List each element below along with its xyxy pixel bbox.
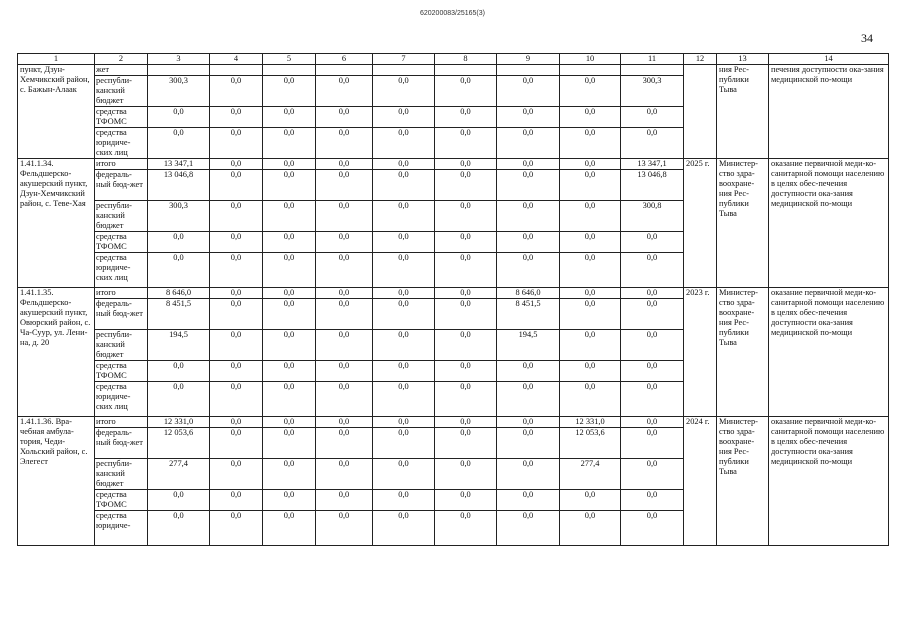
amount-cell: 0,0 [316, 76, 373, 107]
amount-cell: 0,0 [560, 382, 621, 417]
amount-cell: 13 347,1 [148, 159, 210, 170]
amount-cell: 12 331,0 [560, 417, 621, 428]
funding-source-cell: итого [95, 159, 148, 170]
amount-cell: 0,0 [560, 253, 621, 288]
amount-cell: 0,0 [373, 382, 435, 417]
amount-cell: 0,0 [210, 330, 263, 361]
amount-cell: 0,0 [263, 170, 316, 201]
amount-cell: 0,0 [263, 490, 316, 511]
amount-cell: 0,0 [621, 299, 684, 330]
amount-cell: 0,0 [148, 253, 210, 288]
amount-cell: 0,0 [621, 128, 684, 159]
amount-cell: 194,5 [148, 330, 210, 361]
amount-cell: 0,0 [263, 288, 316, 299]
amount-cell: 0,0 [148, 382, 210, 417]
object-name-cell: 1.41.1.34. Фельдшерско-акушерский пункт, Дзун-Хемчикский район, с. Теве-Хая [18, 159, 95, 288]
funding-source-cell: федераль-ный бюд-жет [95, 170, 148, 201]
amount-cell: 0,0 [621, 107, 684, 128]
column-number: 8 [435, 54, 497, 65]
funding-source-cell: средства ТФОМС [95, 490, 148, 511]
page-number: 34 [861, 31, 873, 45]
amount-cell: 0,0 [435, 417, 497, 428]
amount-cell: 0,0 [210, 232, 263, 253]
amount-cell: 0,0 [497, 511, 560, 546]
purpose-cell: печения доступности ока-зания медицинской по-мощи [769, 65, 889, 159]
amount-cell [373, 65, 435, 76]
funding-source-cell: итого [95, 288, 148, 299]
amount-cell: 0,0 [373, 76, 435, 107]
amount-cell: 0,0 [560, 201, 621, 232]
amount-cell: 0,0 [263, 330, 316, 361]
amount-cell: 13 046,8 [148, 170, 210, 201]
amount-cell: 0,0 [373, 299, 435, 330]
amount-cell: 0,0 [148, 107, 210, 128]
amount-cell: 0,0 [435, 128, 497, 159]
amount-cell: 0,0 [263, 299, 316, 330]
amount-cell: 0,0 [435, 201, 497, 232]
funding-source-cell: средства юридиче-ских лиц [95, 382, 148, 417]
amount-cell: 0,0 [373, 459, 435, 490]
amount-cell: 0,0 [560, 107, 621, 128]
amount-cell: 0,0 [435, 159, 497, 170]
amount-cell: 0,0 [621, 361, 684, 382]
budget-table [17, 53, 889, 546]
amount-cell: 0,0 [560, 170, 621, 201]
amount-cell: 0,0 [263, 76, 316, 107]
amount-cell: 0,0 [210, 76, 263, 107]
amount-cell: 0,0 [560, 511, 621, 546]
funding-source-cell: республи-канский бюджет [95, 330, 148, 361]
amount-cell: 0,0 [373, 253, 435, 288]
amount-cell: 0,0 [373, 361, 435, 382]
amount-cell: 0,0 [263, 232, 316, 253]
amount-cell: 0,0 [263, 128, 316, 159]
amount-cell: 0,0 [316, 330, 373, 361]
amount-cell: 0,0 [497, 170, 560, 201]
amount-cell: 0,0 [560, 299, 621, 330]
amount-cell: 277,4 [148, 459, 210, 490]
amount-cell: 194,5 [497, 330, 560, 361]
purpose-cell: оказание первичной меди-ко-санитарной помощи населению в целях обес-печения доступности ока-зания медицинской по-мощи [769, 417, 889, 546]
column-number: 7 [373, 54, 435, 65]
executor-cell: Министер-ство здра-воохране-ния Рес-публики Тыва [717, 159, 769, 288]
amount-cell: 0,0 [560, 76, 621, 107]
amount-cell: 0,0 [210, 490, 263, 511]
amount-cell: 13 046,8 [621, 170, 684, 201]
funding-source-cell: федераль-ный бюд-жет [95, 428, 148, 459]
column-number: 13 [717, 54, 769, 65]
amount-cell: 12 331,0 [148, 417, 210, 428]
column-number: 2 [95, 54, 148, 65]
amount-cell: 0,0 [621, 490, 684, 511]
year-cell [684, 65, 717, 159]
executor-cell: Министер-ство здра-воохране-ния Рес-публики Тыва [717, 417, 769, 546]
funding-source-cell: республи-канский бюджет [95, 201, 148, 232]
amount-cell [621, 65, 684, 76]
amount-cell: 0,0 [373, 159, 435, 170]
amount-cell: 12 053,6 [148, 428, 210, 459]
executor-cell: ния Рес-публики Тыва [717, 65, 769, 159]
amount-cell: 0,0 [497, 428, 560, 459]
amount-cell: 0,0 [148, 128, 210, 159]
amount-cell [210, 65, 263, 76]
amount-cell: 0,0 [316, 382, 373, 417]
amount-cell: 0,0 [210, 428, 263, 459]
amount-cell: 0,0 [210, 299, 263, 330]
document-id: 620200083/25165(3) [419, 10, 485, 17]
amount-cell: 0,0 [316, 253, 373, 288]
amount-cell: 0,0 [435, 330, 497, 361]
amount-cell: 0,0 [148, 361, 210, 382]
object-name-cell: пункт, Дзун-Хемчикский район, с. Бажын-Алаак [18, 65, 95, 159]
table-row [18, 417, 889, 428]
year-cell: 2024 г. [684, 417, 717, 546]
amount-cell: 0,0 [316, 170, 373, 201]
amount-cell: 0,0 [435, 107, 497, 128]
amount-cell: 0,0 [560, 490, 621, 511]
amount-cell: 0,0 [148, 490, 210, 511]
funding-source-cell: средства ТФОМС [95, 361, 148, 382]
amount-cell: 0,0 [373, 511, 435, 546]
amount-cell: 12 053,6 [560, 428, 621, 459]
amount-cell: 0,0 [210, 361, 263, 382]
amount-cell: 0,0 [373, 107, 435, 128]
amount-cell: 0,0 [210, 201, 263, 232]
amount-cell: 0,0 [373, 128, 435, 159]
amount-cell: 0,0 [316, 361, 373, 382]
column-number: 6 [316, 54, 373, 65]
amount-cell: 0,0 [621, 253, 684, 288]
year-cell: 2023 г. [684, 288, 717, 417]
amount-cell: 0,0 [373, 417, 435, 428]
amount-cell: 0,0 [210, 128, 263, 159]
amount-cell: 0,0 [435, 361, 497, 382]
column-number: 4 [210, 54, 263, 65]
amount-cell: 0,0 [263, 107, 316, 128]
amount-cell: 300,8 [621, 201, 684, 232]
column-number: 9 [497, 54, 560, 65]
amount-cell: 0,0 [497, 253, 560, 288]
funding-source-cell: жет [95, 65, 148, 76]
amount-cell: 0,0 [621, 417, 684, 428]
table-row [18, 159, 889, 170]
amount-cell: 0,0 [497, 417, 560, 428]
amount-cell: 0,0 [316, 201, 373, 232]
amount-cell: 0,0 [621, 511, 684, 546]
amount-cell: 0,0 [560, 288, 621, 299]
amount-cell: 0,0 [316, 159, 373, 170]
amount-cell: 0,0 [316, 459, 373, 490]
amount-cell: 0,0 [435, 253, 497, 288]
amount-cell: 0,0 [435, 288, 497, 299]
amount-cell: 0,0 [560, 361, 621, 382]
column-numbers-row [18, 54, 889, 65]
column-number: 3 [148, 54, 210, 65]
funding-source-cell: республи-канский бюджет [95, 459, 148, 490]
funding-source-cell: средства юридиче- [95, 511, 148, 546]
amount-cell: 0,0 [148, 511, 210, 546]
amount-cell: 0,0 [435, 170, 497, 201]
amount-cell: 0,0 [435, 428, 497, 459]
amount-cell: 0,0 [497, 232, 560, 253]
amount-cell: 0,0 [373, 428, 435, 459]
amount-cell: 0,0 [435, 459, 497, 490]
amount-cell: 0,0 [373, 288, 435, 299]
funding-source-cell: итого [95, 417, 148, 428]
amount-cell: 0,0 [497, 382, 560, 417]
amount-cell: 8 451,5 [497, 299, 560, 330]
amount-cell: 0,0 [316, 417, 373, 428]
object-name-cell: 1.41.1.36. Вра-чебная амбула-тория, Чеди-Хольский район, с. Элегест [18, 417, 95, 546]
amount-cell: 277,4 [560, 459, 621, 490]
column-number: 5 [263, 54, 316, 65]
amount-cell: 0,0 [560, 232, 621, 253]
amount-cell: 0,0 [560, 330, 621, 361]
column-number: 14 [769, 54, 889, 65]
amount-cell: 0,0 [560, 159, 621, 170]
amount-cell: 0,0 [435, 232, 497, 253]
amount-cell: 0,0 [621, 382, 684, 417]
column-number: 1 [18, 54, 95, 65]
amount-cell: 0,0 [497, 76, 560, 107]
amount-cell: 0,0 [263, 201, 316, 232]
amount-cell: 0,0 [435, 299, 497, 330]
amount-cell: 0,0 [210, 253, 263, 288]
column-number: 12 [684, 54, 717, 65]
amount-cell: 0,0 [263, 511, 316, 546]
amount-cell: 0,0 [497, 459, 560, 490]
amount-cell: 0,0 [316, 299, 373, 330]
amount-cell: 0,0 [373, 201, 435, 232]
amount-cell [263, 65, 316, 76]
amount-cell: 0,0 [316, 490, 373, 511]
amount-cell: 0,0 [210, 417, 263, 428]
amount-cell: 0,0 [621, 330, 684, 361]
amount-cell: 0,0 [497, 128, 560, 159]
funding-source-cell: средства ТФОМС [95, 232, 148, 253]
amount-cell: 0,0 [210, 288, 263, 299]
amount-cell [435, 65, 497, 76]
funding-source-cell: средства ТФОМС [95, 107, 148, 128]
amount-cell: 0,0 [316, 428, 373, 459]
table-row [18, 65, 889, 76]
object-name-cell: 1.41.1.35. Фельдшерско-акушерский пункт, Овюрский район, с. Ча-Суур, ул. Лени-на, д. 20 [18, 288, 95, 417]
amount-cell: 0,0 [263, 253, 316, 288]
amount-cell: 0,0 [435, 511, 497, 546]
amount-cell: 8 646,0 [497, 288, 560, 299]
funding-source-cell: средства юридиче-ских лиц [95, 253, 148, 288]
amount-cell: 8 646,0 [148, 288, 210, 299]
amount-cell: 0,0 [316, 288, 373, 299]
column-number: 10 [560, 54, 621, 65]
amount-cell: 300,3 [621, 76, 684, 107]
amount-cell: 300,3 [148, 76, 210, 107]
amount-cell: 0,0 [263, 459, 316, 490]
purpose-cell: оказание первичной меди-ко-санитарной помощи населению в целях обес-печения доступности ока-зания медицинской по-мощи [769, 159, 889, 288]
amount-cell [560, 65, 621, 76]
amount-cell: 0,0 [373, 490, 435, 511]
amount-cell: 0,0 [316, 107, 373, 128]
executor-cell: Министер-ство здра-воохране-ния Рес-публики Тыва [717, 288, 769, 417]
amount-cell: 0,0 [497, 490, 560, 511]
amount-cell: 0,0 [621, 459, 684, 490]
amount-cell [148, 65, 210, 76]
amount-cell: 0,0 [497, 201, 560, 232]
amount-cell: 0,0 [316, 128, 373, 159]
amount-cell: 0,0 [263, 382, 316, 417]
amount-cell: 0,0 [263, 159, 316, 170]
amount-cell: 0,0 [263, 428, 316, 459]
amount-cell: 8 451,5 [148, 299, 210, 330]
table-row [18, 288, 889, 299]
amount-cell: 300,3 [148, 201, 210, 232]
amount-cell: 13 347,1 [621, 159, 684, 170]
amount-cell: 0,0 [621, 232, 684, 253]
amount-cell: 0,0 [210, 382, 263, 417]
amount-cell: 0,0 [210, 511, 263, 546]
purpose-cell: оказание первичной меди-ко-санитарной помощи населению в целях обес-печения доступности ока-зания медицинской по-мощи [769, 288, 889, 417]
amount-cell: 0,0 [210, 459, 263, 490]
amount-cell: 0,0 [435, 382, 497, 417]
amount-cell: 0,0 [210, 107, 263, 128]
amount-cell: 0,0 [435, 76, 497, 107]
column-number: 11 [621, 54, 684, 65]
funding-source-cell: республи-канский бюджет [95, 76, 148, 107]
amount-cell: 0,0 [560, 128, 621, 159]
amount-cell: 0,0 [497, 361, 560, 382]
funding-source-cell: федераль-ный бюд-жет [95, 299, 148, 330]
amount-cell: 0,0 [621, 428, 684, 459]
amount-cell: 0,0 [497, 107, 560, 128]
amount-cell: 0,0 [373, 330, 435, 361]
amount-cell: 0,0 [148, 232, 210, 253]
amount-cell: 0,0 [210, 159, 263, 170]
amount-cell [497, 65, 560, 76]
amount-cell: 0,0 [263, 361, 316, 382]
amount-cell: 0,0 [621, 288, 684, 299]
amount-cell [316, 65, 373, 76]
amount-cell: 0,0 [316, 511, 373, 546]
amount-cell: 0,0 [497, 159, 560, 170]
amount-cell: 0,0 [263, 417, 316, 428]
year-cell: 2025 г. [684, 159, 717, 288]
amount-cell: 0,0 [373, 170, 435, 201]
amount-cell: 0,0 [210, 170, 263, 201]
funding-source-cell: средства юридиче-ских лиц [95, 128, 148, 159]
amount-cell: 0,0 [435, 490, 497, 511]
amount-cell: 0,0 [373, 232, 435, 253]
amount-cell: 0,0 [316, 232, 373, 253]
